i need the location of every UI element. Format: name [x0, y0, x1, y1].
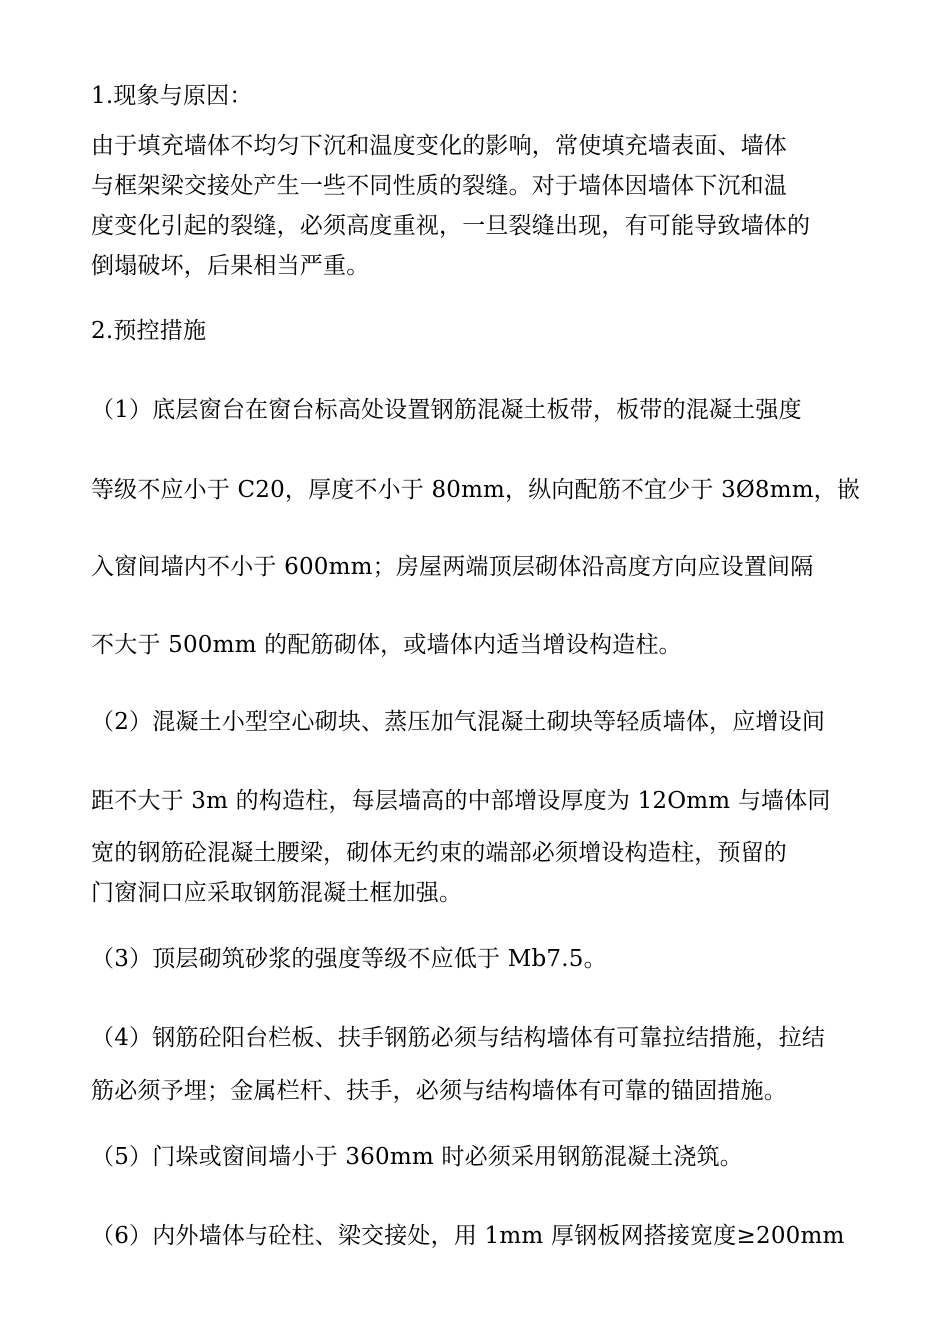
paragraph-line: 入窗间墙内不小于 600mm；房屋两端顶层砌体沿高度方向应设置间隔: [91, 554, 814, 580]
paragraph-line: 不大于 500mm 的配筋砌体，或墙体内适当增设构造柱。: [91, 632, 682, 658]
paragraph-line: （6）内外墙体与砼柱、梁交接处，用 1mm 厚钢板网搭接宽度≥200mm: [91, 1223, 845, 1249]
paragraph-line: 度变化引起的裂缝，必须高度重视，一旦裂缝出现，有可能导致墙体的: [91, 213, 811, 239]
heading-prevention-measures: 2.预控措施: [91, 318, 207, 344]
paragraph-line: （2）混凝土小型空心砌块、蒸压加气混凝土砌块等轻质墙体，应增设间: [91, 709, 826, 735]
paragraph-line: 筋必须予埋；金属栏杆、扶手，必须与结构墙体有可靠的锚固措施。: [91, 1078, 787, 1104]
paragraph-line: 倒塌破坏，后果相当严重。: [91, 253, 370, 279]
paragraph-line: 由于填充墙体不均匀下沉和温度变化的影响，常使填充墙表面、墙体: [91, 133, 787, 159]
heading-phenomenon-cause: 1.现象与原因：: [91, 83, 253, 109]
paragraph-line: 宽的钢筋砼混凝土腰梁，砌体无约束的端部必须增设构造柱，预留的: [91, 840, 787, 866]
paragraph-line: 与框架梁交接处产生一些不同性质的裂缝。对于墙体因墙体下沉和温: [91, 173, 787, 199]
paragraph-line: （5）门垛或窗间墙小于 360mm 时必须采用钢筋混凝土浇筑。: [91, 1144, 743, 1170]
paragraph-line: （1）底层窗台在窗台标高处设置钢筋混凝土板带，板带的混凝土强度: [91, 397, 802, 423]
paragraph-line: 门窗洞口应采取钢筋混凝土框加强。: [91, 880, 463, 906]
paragraph-line: （4）钢筋砼阳台栏板、扶手钢筋必须与结构墙体有可靠拉结措施，拉结: [91, 1025, 826, 1051]
paragraph-line: （3）顶层砌筑砂浆的强度等级不应低于 Mb7.5。: [91, 946, 607, 972]
paragraph-line: 距不大于 3m 的构造柱，每层墙高的中部增设厚度为 12Omm 与墙体同: [91, 788, 831, 814]
paragraph-line: 等级不应小于 C20，厚度不小于 80mm，纵向配筋不宜少于 3Ø8mm，嵌: [91, 477, 861, 503]
